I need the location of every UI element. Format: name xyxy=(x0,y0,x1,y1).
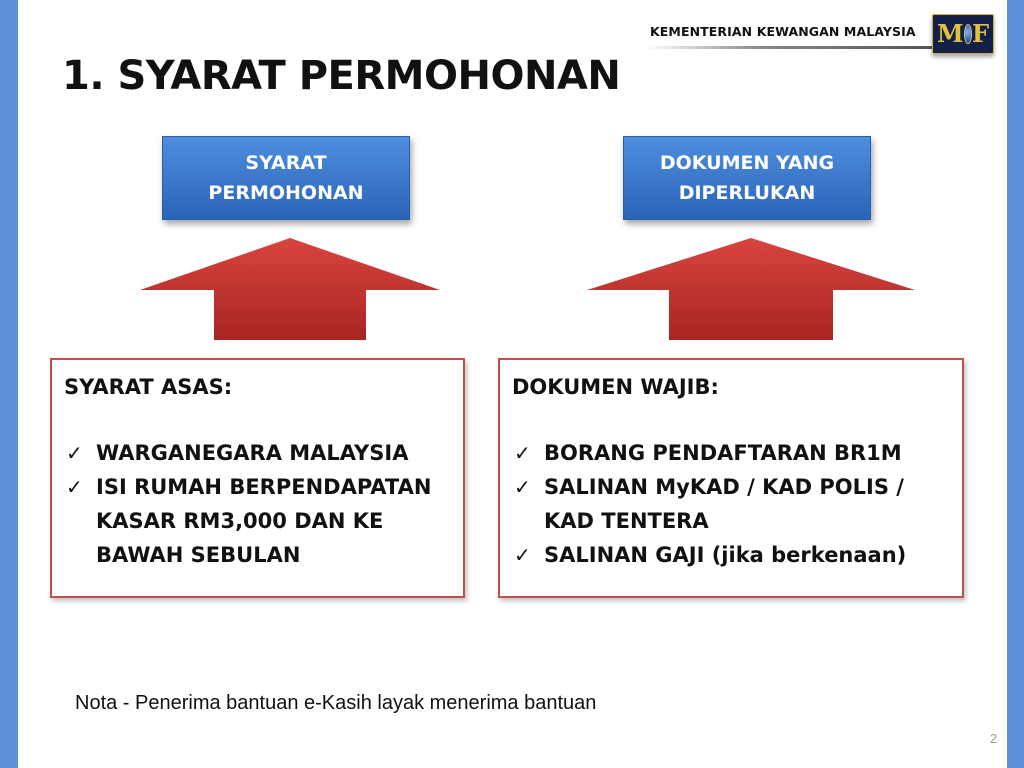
syarat-asas-box xyxy=(50,358,465,598)
logo-letter-f: F xyxy=(971,19,989,48)
up-arrow-left-icon xyxy=(138,236,442,342)
check-icon: ✓ xyxy=(514,543,531,567)
page-title: 1. SYARAT PERMOHONAN xyxy=(62,53,621,99)
check-icon: ✓ xyxy=(514,441,531,465)
syarat-permohonan-box xyxy=(162,136,410,220)
list-item-text: SALINAN MyKAD / KAD POLIS / KAD TENTERA xyxy=(544,475,904,533)
right-side-bar xyxy=(1007,0,1024,768)
list-item xyxy=(64,470,451,572)
syarat-permohonan-line-1: SYARAT xyxy=(245,152,327,174)
dokumen-diperlukan-line-1: DOKUMEN YANG xyxy=(659,152,835,174)
list-item-text: SALINAN GAJI (jika berkenaan) xyxy=(544,543,907,567)
ministry-underline xyxy=(646,46,936,49)
list-item-text: BORANG PENDAFTARAN BR1M xyxy=(544,441,902,465)
syarat-permohonan-line-2: PERMOHONAN xyxy=(208,182,364,204)
globe-icon xyxy=(964,24,972,44)
check-icon: ✓ xyxy=(66,475,83,499)
check-icon: ✓ xyxy=(66,441,83,465)
list-item xyxy=(512,436,950,470)
dokumen-diperlukan-box xyxy=(623,136,871,220)
dokumen-diperlukan-line-2: DIPERLUKAN xyxy=(678,182,816,204)
note-text: Nota - Penerima bantuan e-Kasih layak menerima bantuan xyxy=(75,692,597,714)
dokumen-wajib-box xyxy=(498,358,964,598)
list-item-text: WARGANEGARA MALAYSIA xyxy=(96,441,409,465)
list-item xyxy=(64,436,451,470)
dokumen-wajib-heading: DOKUMEN WAJIB: xyxy=(512,375,719,399)
logo-letter-m: M xyxy=(937,19,964,48)
page-number: 2 xyxy=(990,731,998,746)
ministry-name: KEMENTERIAN KEWANGAN MALAYSIA xyxy=(650,24,916,39)
ministry-logo-icon xyxy=(932,14,994,54)
syarat-asas-list xyxy=(64,436,451,572)
dokumen-wajib-list xyxy=(512,436,950,572)
list-item xyxy=(512,470,950,538)
left-side-bar xyxy=(0,0,18,768)
list-item xyxy=(512,538,950,572)
up-arrow-right-icon xyxy=(585,236,917,342)
check-icon: ✓ xyxy=(514,475,531,499)
syarat-asas-heading: SYARAT ASAS: xyxy=(64,375,233,399)
list-item-text: ISI RUMAH BERPENDAPATAN KASAR RM3,000 DAN KE BAWAH SEBULAN xyxy=(96,475,432,567)
